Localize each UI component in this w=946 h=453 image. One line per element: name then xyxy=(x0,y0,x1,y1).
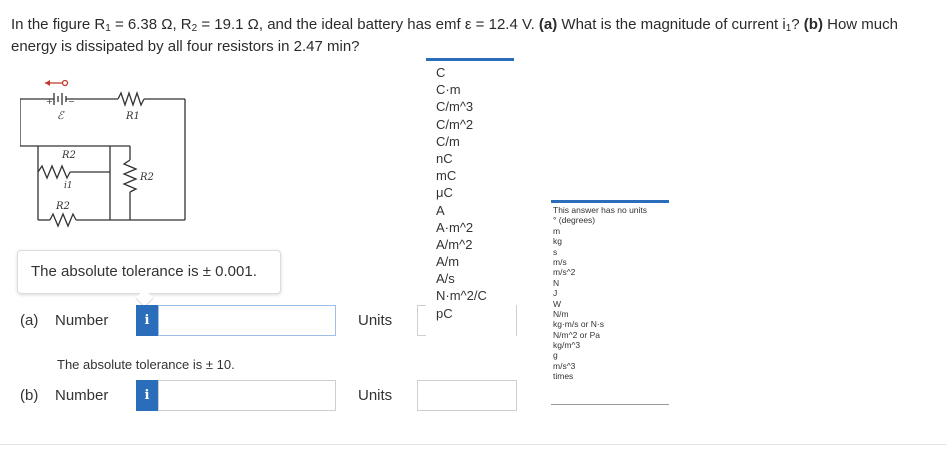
units-dropdown-b-list[interactable] xyxy=(553,205,647,382)
part-a-label: (a) xyxy=(20,312,39,329)
part-a-units-label: Units xyxy=(358,312,393,329)
unit-option[interactable]: kg xyxy=(553,236,562,247)
dropdown-b-underline xyxy=(551,404,669,405)
unit-option[interactable]: m/s^2 xyxy=(553,267,576,278)
dropdown-b-highlight xyxy=(551,200,669,203)
r2-bottom-label: R2 xyxy=(56,201,70,212)
part-b-info-icon[interactable]: i xyxy=(136,380,158,411)
part-a-tag: (a) xyxy=(538,16,558,33)
unit-option[interactable]: pC xyxy=(436,305,453,321)
unit-option[interactable]: μC xyxy=(436,185,453,201)
unit-option[interactable]: m xyxy=(553,225,561,236)
part-b-label: (b) xyxy=(20,387,39,404)
unit-option[interactable]: N xyxy=(553,277,560,288)
part-b-units-label: Units xyxy=(358,387,393,404)
part-b-tag: (b) xyxy=(803,16,823,33)
unit-option[interactable]: C/m xyxy=(436,133,460,149)
unit-option[interactable]: m/s^3 xyxy=(553,360,576,371)
unit-option[interactable]: N/m^2 or Pa xyxy=(553,329,600,340)
unit-option[interactable]: ° (degrees) xyxy=(553,215,596,226)
plus-sign: + xyxy=(46,97,53,106)
part-a-info-icon[interactable]: i xyxy=(136,305,158,336)
unit-option[interactable]: C·m xyxy=(436,82,461,98)
part-a-number-input[interactable] xyxy=(158,305,336,336)
unit-option[interactable]: kg·m/s or N·s xyxy=(553,319,604,330)
unit-option[interactable]: W xyxy=(553,298,562,309)
divider xyxy=(0,444,946,445)
unit-option[interactable]: times xyxy=(553,371,574,382)
unit-option[interactable]: A·m^2 xyxy=(436,219,474,235)
part-b-tolerance: The absolute tolerance is ± 10. xyxy=(57,357,235,372)
unit-option[interactable]: This answer has no units xyxy=(553,205,648,215)
units-dropdown-a[interactable] xyxy=(426,58,516,341)
part-b-units-select[interactable] xyxy=(417,380,517,411)
dropdown-a-highlight xyxy=(426,58,514,61)
r2-right-label: R2 xyxy=(140,172,154,183)
part-b-number-label: Number xyxy=(55,387,109,404)
units-dropdown-b[interactable] xyxy=(551,200,669,406)
unit-option[interactable]: A/m xyxy=(436,254,460,270)
unit-option[interactable]: J xyxy=(553,288,558,299)
unit-option[interactable]: mC xyxy=(436,168,457,184)
unit-option[interactable]: C xyxy=(436,65,446,80)
part-b-number-input[interactable] xyxy=(158,380,336,411)
emf-label: ℰ xyxy=(57,109,64,122)
unit-option[interactable]: A xyxy=(436,202,445,218)
unit-option[interactable]: C/m^2 xyxy=(436,116,474,132)
tolerance-tooltip-text: The absolute tolerance is ± 0.001. xyxy=(31,263,257,280)
unit-option[interactable]: nC xyxy=(436,150,453,166)
unit-option[interactable]: m/s xyxy=(553,256,567,267)
unit-option[interactable]: s xyxy=(553,246,558,257)
unit-option[interactable]: g xyxy=(553,350,558,361)
circuit-diagram xyxy=(20,72,220,232)
tolerance-tooltip xyxy=(17,250,281,294)
unit-option[interactable]: C/m^3 xyxy=(436,99,474,115)
part-a-number-label: Number xyxy=(55,312,109,329)
minus-sign: − xyxy=(68,97,75,106)
unit-option[interactable]: A/s xyxy=(436,271,455,287)
r2-left-label: R2 xyxy=(62,150,76,161)
r1-label: R1 xyxy=(126,111,140,122)
question-text: In the figure $R_1 = 6.38$ Ω, $R_2 = 19.1$ Ω, and the ideal battery has emf ε = 12.4 V. (a) What is the magnitude of current $i_1$? (b) How much energy is dissipated by all four resistors in 2.47 min? xyxy=(11,16,898,55)
i1-label: i1 xyxy=(64,181,73,191)
unit-option[interactable]: kg/m^3 xyxy=(553,340,581,351)
unit-option[interactable]: A/m^2 xyxy=(436,236,473,252)
unit-option[interactable]: N·m^2/C xyxy=(436,288,487,304)
unit-option[interactable]: N/m xyxy=(553,308,569,319)
units-dropdown-a-list[interactable] xyxy=(436,64,487,322)
